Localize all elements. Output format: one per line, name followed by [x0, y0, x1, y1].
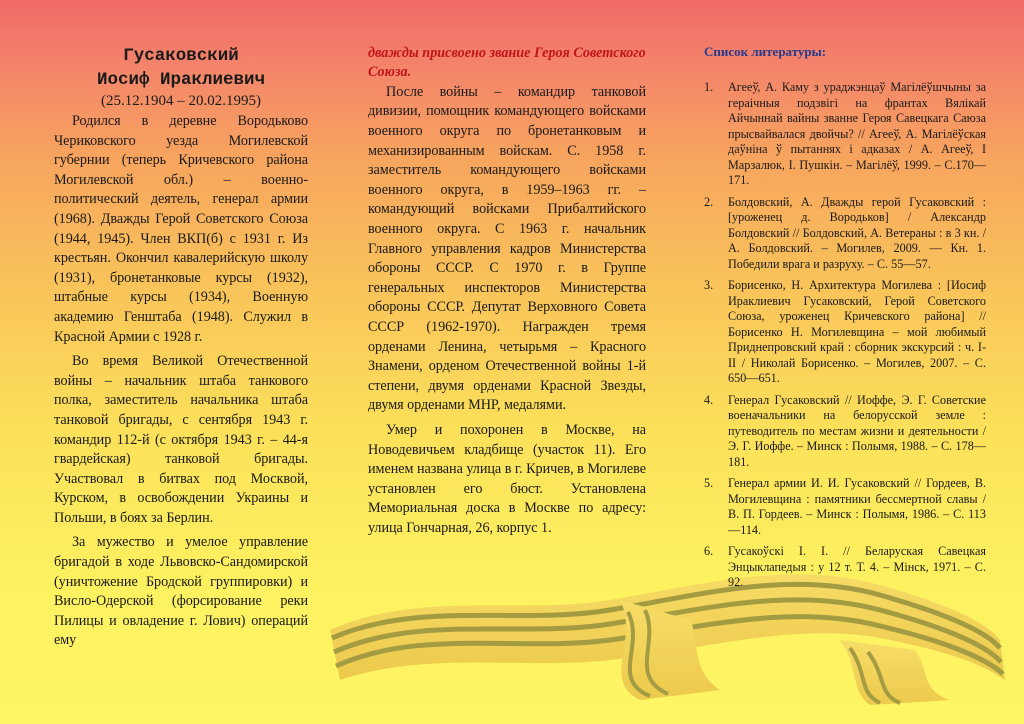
hero-title-highlight: дважды присвоено звание Героя Советского Союза.: [368, 45, 646, 81]
reference-number: 2.: [704, 194, 714, 209]
references-list: [704, 80, 986, 591]
references-column: [704, 44, 986, 597]
reference-text: Генерал Гусаковский // Иоффе, Э. Г. Советские военачальники на белорусской земле : путеводитель по местам жизни и деятельности / Э. Г. Иоффе. – Минск : Полымя, 1988. – С. 178—181.: [728, 392, 986, 469]
reference-item-5: [704, 476, 986, 538]
reference-item-4: [704, 393, 986, 471]
person-surname: Гусаковский: [123, 46, 239, 66]
reference-number: 1.: [704, 80, 714, 94]
life-dates: (25.12.1904 – 20.02.1995): [101, 93, 261, 109]
biography-column-1: [54, 44, 308, 656]
bio-paragraph-3: За мужество и умелое управление бригадой в ходе Львовско-Сандомирской (уничтожение Бродской группировки) и Висло-Одерской (форсирование реки Пилицы и овладение г. Лович) операций ему: [54, 534, 308, 649]
reference-number: 4.: [704, 392, 714, 407]
reference-item-1: [704, 80, 986, 189]
bio-paragraph-2: Во время Великой Отечественной войны – начальник штаба танкового полка, заместитель начальника штаба танковой бригады, с сентября 1943 г. командир 112-й (с октября 1943 г. – 44-я гвардейская) танковой бригады. Участвовал в битвах под Москвой, Курском, в освобождении Украины и Польши, в боях за Берлин.: [54, 353, 308, 526]
reference-item-6: [704, 544, 986, 591]
reference-text: Агееў, А. Каму з ураджэнцаў Магілёўшчыны за гераічныя подзвігі на франтах Вялікай Айчыннай вайны званне Героя Савецкага Саюза прысвайвалася двойчы? // Агееў, А. Магілёўская даўніна ў пытаннях і адказах / А. Агееў, І Марзалюк, І. Пушкін. – Магілёў, 1999. – С.170—171.: [728, 80, 986, 187]
reference-number: 6.: [704, 544, 714, 558]
reference-text: Генерал армии И. И. Гусаковский // Гордеев, В. Могилевщина : памятники бессмертной славы / В. П. Гордеев. – Минск : Полымя, 1986. – С. 113—114.: [728, 476, 986, 537]
person-given-name: Иосиф Ираклиевич: [96, 70, 266, 90]
reference-number: 3.: [704, 278, 714, 292]
references-title: Список литературы:: [704, 44, 827, 59]
reference-item-3: [704, 278, 986, 387]
bio-paragraph-4: После войны – командир танковой дивизии, помощник командующего войсками военного округа по бронетанковым и механизированным войскам. С. 1958 г. заместитель командующего войсками военного округа, в 1959–1963 гг. – командующий войсками Прибалтийского военного округа. С 1963 г. начальник Главного управления кадров Министерства обороны СССР. С 1970 г. в Группе генеральных инспекторов Министерства обороны СССР. Депутат Верховного Совета СССР (1962-1970). Награжден тремя орденами Ленина, четырьмя – Красного Знамени, орденом Отечественной войны 1-й степени, двумя орденами Красной Звезды, двумя орденами МНР, медалями.: [368, 83, 646, 414]
biography-column-2: [368, 44, 646, 543]
reference-text: Болдовский, А. Дважды герой Гусаковский : [уроженец д. Вородьков] / Александр Болдовский // Болдовский, А. Ветераны : в 3 кн. / А. Болдовский. – Могилев, 2009. — Кн. 1. Победили врага и разруху. – С. 55—57.: [728, 194, 986, 271]
bio-paragraph-1: Родился в деревне Вородьково Чериковского уезда Могилевской губернии (теперь Кричевского района Могилевской обл.) – военно-политический деятель, генерал армии (1968). Дважды Герой Советского Союза (1944, 1945). Член ВКП(б) с 1931 г. Из крестьян. Окончил кавалерийскую школу (1931), бронетанковые курсы (1932), штабные курсы (1934), Военную академию Генштаба (1948). Служил в Красной Армии с 1928 г.: [54, 113, 308, 345]
bio-paragraph-5: Умер и похоронен в Москве, на Новодевичьем кладбище (участок 11). Его именем названа улица в г. Кричев, в Могилеве установлен его бюст. Установлена Мемориальная доска в Москве по адресу: улица Гончарная, 26, корпус 1.: [368, 421, 646, 536]
reference-text: Гусакоўскі І. І. // Беларуская Савецкая Энцыклапедыя : у 12 т. Т. 4. – Мінск, 1971. – С. 92.: [728, 544, 986, 589]
reference-number: 5.: [704, 476, 714, 490]
reference-item-2: [704, 195, 986, 273]
reference-text: Борисенко, Н. Архитектура Могилева : [Иосиф Ираклиевич Гусаковский, Герой Советского Союза, уроженец Кричевского района] // Борисенко Н. Могилевщина – мой любимый Приднепровский край : сборник экскурсий : ч. I-II / Николай Борисенко. – Могилев, 2007. – С. 650—651.: [728, 278, 986, 385]
